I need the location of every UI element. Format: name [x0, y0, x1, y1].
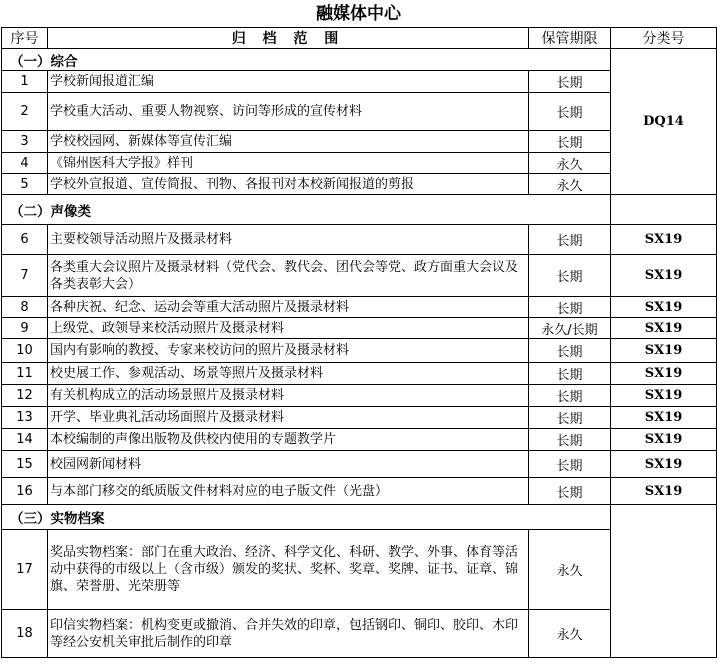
table-row	[2, 174, 717, 195]
classification-code: SX19	[611, 407, 717, 429]
row-description: 上级党、政领导来校活动照片及摄录材料	[48, 318, 529, 339]
table-row	[2, 71, 717, 93]
row-number: 15	[2, 451, 48, 478]
table-row	[2, 385, 717, 407]
table-row	[2, 225, 717, 255]
row-retention: 长期	[529, 429, 611, 451]
header-row	[2, 28, 717, 49]
row-number: 8	[2, 297, 48, 318]
row-description: 国内有影响的教授、专家来校访问的照片及摄录材料	[48, 339, 529, 363]
table-row	[2, 93, 717, 131]
classification-code: SX19	[611, 255, 717, 297]
row-number: 14	[2, 429, 48, 451]
table-row	[2, 478, 717, 505]
table-row	[2, 407, 717, 429]
classification-code: SX19	[611, 363, 717, 385]
classification-code: SX19	[611, 297, 717, 318]
table-row	[2, 131, 717, 153]
table-row	[2, 530, 717, 610]
classification-code: SX19	[611, 478, 717, 505]
table-row	[2, 451, 717, 478]
row-number: 6	[2, 225, 48, 255]
row-retention: 长期	[529, 339, 611, 363]
section-label: （一）综合	[2, 49, 611, 71]
section-row	[2, 505, 717, 530]
section-row	[2, 195, 717, 225]
row-retention: 长期	[529, 255, 611, 297]
table-row	[2, 363, 717, 385]
row-description: 与本部门移交的纸质版文件材料对应的电子版文件（光盘）	[48, 478, 529, 505]
row-retention: 长期	[529, 93, 611, 131]
row-number: 4	[2, 153, 48, 174]
row-number: 2	[2, 93, 48, 131]
classification-code: SX19	[611, 225, 717, 255]
row-number: 11	[2, 363, 48, 385]
row-number: 1	[2, 71, 48, 93]
row-description: 各种庆祝、纪念、运动会等重大活动照片及摄录材料	[48, 297, 529, 318]
classification-code	[611, 505, 717, 658]
classification-code: SX19	[611, 429, 717, 451]
row-retention: 长期	[529, 297, 611, 318]
row-number: 10	[2, 339, 48, 363]
row-description: 学校校园网、新媒体等宣传汇编	[48, 131, 529, 153]
section-label: （三）实物档案	[2, 505, 611, 530]
header-code: 分类号	[611, 28, 717, 49]
row-description: 印信实物档案：机构变更或撤消、合并失效的印章，包括钢印、铜印、胶印、木印等经公安机关审批后制作的印章	[48, 610, 529, 658]
table-row	[2, 429, 717, 451]
classification-code: SX19	[611, 339, 717, 363]
row-number: 7	[2, 255, 48, 297]
row-description: 各类重大会议照片及摄录材料（党代会、教代会、团代会等党、政方面重大会议及各类表彰大会）	[48, 255, 529, 297]
row-retention: 永久	[529, 530, 611, 610]
row-number: 18	[2, 610, 48, 658]
table-row	[2, 153, 717, 174]
row-number: 3	[2, 131, 48, 153]
row-description: 学校重大活动、重要人物视察、访问等形成的宣传材料	[48, 93, 529, 131]
classification-code: DQ14	[611, 49, 717, 195]
header-retention: 保管期限	[529, 28, 611, 49]
row-description: 《锦州医科大学报》样刊	[48, 153, 529, 174]
row-description: 有关机构成立的活动场景照片及摄录材料	[48, 385, 529, 407]
row-retention: 永久	[529, 174, 611, 195]
table-row	[2, 255, 717, 297]
row-number: 13	[2, 407, 48, 429]
page-title: 融媒体中心	[316, 4, 401, 24]
row-retention: 长期	[529, 478, 611, 505]
section-row	[2, 49, 717, 71]
row-retention: 长期	[529, 407, 611, 429]
row-description: 本校编制的声像出版物及供校内使用的专题教学片	[48, 429, 529, 451]
row-description: 奖品实物档案：部门在重大政治、经济、科学文化、科研、教学、外事、体育等活动中获得的市级以上（含市级）颁发的奖状、奖杯、奖章、奖牌、证书、证章、锦旗、荣誉册、光荣册等	[48, 530, 529, 610]
row-description: 学校新闻报道汇编	[48, 71, 529, 93]
row-description: 学校外宣报道、宣传简报、刊物、各报刊对本校新闻报道的剪报	[48, 174, 529, 195]
table-row	[2, 318, 717, 339]
row-retention: 长期	[529, 131, 611, 153]
header-index: 序号	[2, 28, 48, 49]
row-number: 16	[2, 478, 48, 505]
section-label: （二）声像类	[2, 195, 611, 225]
row-number: 12	[2, 385, 48, 407]
row-description: 校史展工作、参观活动、场景等照片及摄录材料	[48, 363, 529, 385]
row-description: 校园网新闻材料	[48, 451, 529, 478]
row-retention: 长期	[529, 385, 611, 407]
row-number: 9	[2, 318, 48, 339]
row-retention: 长期	[529, 451, 611, 478]
table-row	[2, 339, 717, 363]
row-retention: 长期	[529, 71, 611, 93]
row-description: 开学、毕业典礼活动场面照片及摄录材料	[48, 407, 529, 429]
row-description: 主要校领导活动照片及摄录材料	[48, 225, 529, 255]
row-number: 17	[2, 530, 48, 610]
header-scope: 归 档 范 围	[48, 28, 529, 49]
row-retention: 永久	[529, 153, 611, 174]
table-row	[2, 610, 717, 658]
table-row	[2, 297, 717, 318]
classification-code: SX19	[611, 451, 717, 478]
archive-table	[1, 27, 717, 658]
row-number: 5	[2, 174, 48, 195]
classification-code: SX19	[611, 385, 717, 407]
row-retention: 永久/长期	[529, 318, 611, 339]
row-retention: 永久	[529, 610, 611, 658]
row-retention: 长期	[529, 225, 611, 255]
classification-code: SX19	[611, 318, 717, 339]
row-retention: 长期	[529, 363, 611, 385]
